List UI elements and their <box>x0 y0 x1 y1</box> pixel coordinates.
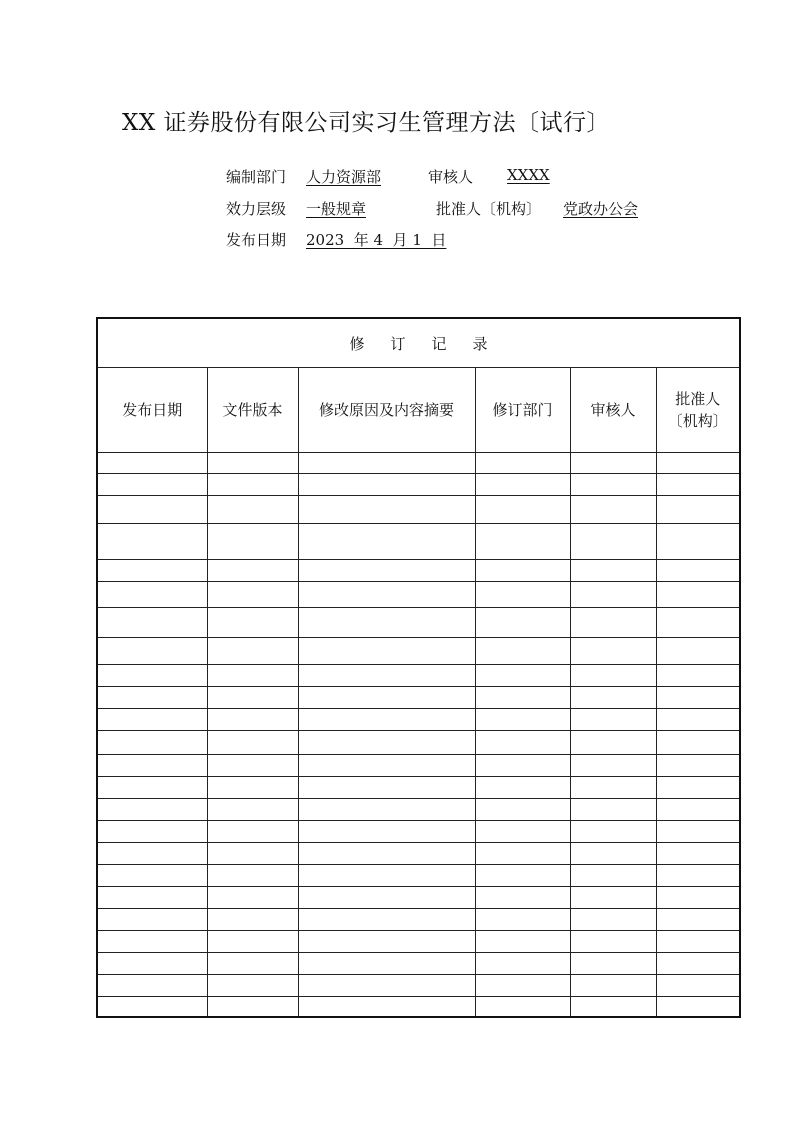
cell-change-summary <box>298 665 475 687</box>
cell-release-date <box>97 608 207 638</box>
table-row <box>97 665 740 687</box>
table-row <box>97 524 740 560</box>
cell-reviewer <box>570 665 656 687</box>
cell-change-summary <box>298 524 475 560</box>
cell-change-summary <box>298 731 475 755</box>
cell-reviewer <box>570 799 656 821</box>
cell-reviewer <box>570 777 656 799</box>
table-row <box>97 453 740 474</box>
cell-approver <box>656 799 740 821</box>
cell-reviewer <box>570 997 656 1017</box>
reviewer-text: XXXX <box>507 166 550 184</box>
cell-file-version <box>207 608 298 638</box>
cell-file-version <box>207 524 298 560</box>
cell-reviewer <box>570 608 656 638</box>
header-approver-line1: 批准人 <box>675 390 721 408</box>
header-change-summary: 修改原因及内容摘要 <box>298 368 475 453</box>
reviewer-label: 审核人 <box>428 168 474 186</box>
cell-file-version <box>207 887 298 909</box>
table-row <box>97 731 740 755</box>
table-row <box>97 608 740 638</box>
cell-change-summary <box>298 909 475 931</box>
header-file-version: 文件版本 <box>207 368 298 453</box>
release-date-text: 2023 年 4 月 1 日 <box>306 231 447 249</box>
cell-reviewer <box>570 496 656 524</box>
cell-file-version <box>207 582 298 608</box>
table-row <box>97 843 740 865</box>
level-label: 效力层级 <box>226 200 287 218</box>
cell-file-version <box>207 496 298 524</box>
release-date-label: 发布日期 <box>226 231 287 249</box>
cell-change-summary <box>298 865 475 887</box>
cell-release-date <box>97 474 207 496</box>
cell-file-version <box>207 909 298 931</box>
cell-approver <box>656 665 740 687</box>
cell-approver <box>656 821 740 843</box>
cell-approver <box>656 638 740 665</box>
cell-release-date <box>97 953 207 975</box>
cell-approver <box>656 755 740 777</box>
cell-reviewer <box>570 582 656 608</box>
cell-revising-dept <box>475 608 570 638</box>
cell-release-date <box>97 865 207 887</box>
table-row <box>97 887 740 909</box>
cell-change-summary <box>298 821 475 843</box>
cell-revising-dept <box>475 777 570 799</box>
cell-revising-dept <box>475 496 570 524</box>
cell-approver <box>656 687 740 709</box>
cell-release-date <box>97 777 207 799</box>
cell-release-date <box>97 755 207 777</box>
header-approver <box>656 368 740 453</box>
cell-revising-dept <box>475 665 570 687</box>
cell-change-summary <box>298 496 475 524</box>
prepared-dept-label: 编制部门 <box>226 168 287 186</box>
cell-release-date <box>97 560 207 582</box>
level-text: 一般规章 <box>306 200 367 218</box>
cell-file-version <box>207 731 298 755</box>
cell-change-summary <box>298 453 475 474</box>
cell-change-summary <box>298 608 475 638</box>
table-row <box>97 953 740 975</box>
cell-revising-dept <box>475 731 570 755</box>
cell-revising-dept <box>475 560 570 582</box>
table-row <box>97 687 740 709</box>
cell-approver <box>656 909 740 931</box>
cell-release-date <box>97 453 207 474</box>
cell-release-date <box>97 997 207 1017</box>
cell-change-summary <box>298 843 475 865</box>
cell-revising-dept <box>475 638 570 665</box>
cell-revising-dept <box>475 843 570 865</box>
cell-revising-dept <box>475 582 570 608</box>
cell-release-date <box>97 731 207 755</box>
cell-approver <box>656 474 740 496</box>
cell-change-summary <box>298 755 475 777</box>
cell-file-version <box>207 453 298 474</box>
cell-file-version <box>207 843 298 865</box>
cell-reviewer <box>570 843 656 865</box>
cell-release-date <box>97 582 207 608</box>
cell-revising-dept <box>475 865 570 887</box>
cell-file-version <box>207 975 298 997</box>
reviewer-value <box>507 166 550 184</box>
cell-approver <box>656 731 740 755</box>
cell-release-date <box>97 638 207 665</box>
cell-approver <box>656 777 740 799</box>
approver-label: 批准人〔机构〕 <box>436 200 542 218</box>
cell-release-date <box>97 665 207 687</box>
header-release-date: 发布日期 <box>97 368 207 453</box>
cell-change-summary <box>298 931 475 953</box>
cell-release-date <box>97 975 207 997</box>
cell-revising-dept <box>475 799 570 821</box>
cell-reviewer <box>570 687 656 709</box>
cell-approver <box>656 887 740 909</box>
cell-reviewer <box>570 821 656 843</box>
table-row <box>97 931 740 953</box>
level-value <box>306 198 366 219</box>
cell-file-version <box>207 687 298 709</box>
cell-approver <box>656 931 740 953</box>
cell-file-version <box>207 560 298 582</box>
table-row <box>97 496 740 524</box>
cell-file-version <box>207 953 298 975</box>
cell-change-summary <box>298 997 475 1017</box>
approver-value <box>563 198 638 219</box>
cell-change-summary <box>298 638 475 665</box>
table-row <box>97 799 740 821</box>
table-row <box>97 865 740 887</box>
cell-approver <box>656 953 740 975</box>
cell-revising-dept <box>475 975 570 997</box>
cell-reviewer <box>570 709 656 731</box>
prepared-dept-text: 人力资源部 <box>306 168 382 186</box>
cell-reviewer <box>570 909 656 931</box>
cell-revising-dept <box>475 524 570 560</box>
cell-revising-dept <box>475 931 570 953</box>
cell-reviewer <box>570 731 656 755</box>
table-row <box>97 997 740 1017</box>
cell-change-summary <box>298 799 475 821</box>
table-caption-row <box>97 318 740 368</box>
cell-release-date <box>97 931 207 953</box>
cell-reviewer <box>570 953 656 975</box>
cell-release-date <box>97 909 207 931</box>
cell-file-version <box>207 821 298 843</box>
cell-file-version <box>207 665 298 687</box>
cell-release-date <box>97 687 207 709</box>
cell-change-summary <box>298 560 475 582</box>
cell-reviewer <box>570 931 656 953</box>
approver-text: 党政办公会 <box>563 200 639 218</box>
cell-reviewer <box>570 474 656 496</box>
document-title: XX 证券股份有限公司实习生管理方法〔试行〕 <box>122 110 611 136</box>
cell-approver <box>656 453 740 474</box>
table-row <box>97 709 740 731</box>
table-row <box>97 909 740 931</box>
cell-revising-dept <box>475 821 570 843</box>
cell-revising-dept <box>475 474 570 496</box>
cell-approver <box>656 843 740 865</box>
cell-revising-dept <box>475 755 570 777</box>
cell-release-date <box>97 799 207 821</box>
cell-revising-dept <box>475 953 570 975</box>
table-row <box>97 474 740 496</box>
cell-change-summary <box>298 777 475 799</box>
cell-reviewer <box>570 755 656 777</box>
cell-release-date <box>97 524 207 560</box>
cell-approver <box>656 524 740 560</box>
cell-approver <box>656 865 740 887</box>
table-header-row <box>97 368 740 453</box>
cell-file-version <box>207 865 298 887</box>
cell-change-summary <box>298 582 475 608</box>
cell-change-summary <box>298 474 475 496</box>
cell-revising-dept <box>475 887 570 909</box>
cell-reviewer <box>570 524 656 560</box>
table-row <box>97 638 740 665</box>
revision-record-table <box>96 317 741 1018</box>
cell-file-version <box>207 755 298 777</box>
cell-file-version <box>207 638 298 665</box>
cell-file-version <box>207 777 298 799</box>
cell-release-date <box>97 496 207 524</box>
cell-approver <box>656 496 740 524</box>
cell-change-summary <box>298 887 475 909</box>
cell-approver <box>656 709 740 731</box>
prepared-dept-value <box>306 166 381 187</box>
table-row <box>97 582 740 608</box>
cell-revising-dept <box>475 453 570 474</box>
cell-reviewer <box>570 638 656 665</box>
cell-file-version <box>207 474 298 496</box>
cell-revising-dept <box>475 997 570 1017</box>
cell-revising-dept <box>475 709 570 731</box>
cell-release-date <box>97 709 207 731</box>
cell-reviewer <box>570 453 656 474</box>
cell-file-version <box>207 931 298 953</box>
table-row <box>97 755 740 777</box>
cell-release-date <box>97 843 207 865</box>
table-row <box>97 821 740 843</box>
cell-approver <box>656 608 740 638</box>
cell-file-version <box>207 997 298 1017</box>
cell-approver <box>656 582 740 608</box>
cell-reviewer <box>570 975 656 997</box>
cell-release-date <box>97 821 207 843</box>
cell-change-summary <box>298 975 475 997</box>
cell-reviewer <box>570 865 656 887</box>
cell-approver <box>656 975 740 997</box>
cell-file-version <box>207 799 298 821</box>
cell-approver <box>656 997 740 1017</box>
cell-change-summary <box>298 953 475 975</box>
cell-reviewer <box>570 560 656 582</box>
cell-revising-dept <box>475 687 570 709</box>
header-approver-line2: 〔机构〕 <box>667 412 728 430</box>
header-reviewer: 审核人 <box>570 368 656 453</box>
release-date-value <box>306 229 446 250</box>
table-row <box>97 560 740 582</box>
table-row <box>97 777 740 799</box>
header-revising-dept: 修订部门 <box>475 368 570 453</box>
cell-revising-dept <box>475 909 570 931</box>
table-caption: 修订记录 <box>97 318 740 368</box>
cell-file-version <box>207 709 298 731</box>
cell-change-summary <box>298 687 475 709</box>
cell-change-summary <box>298 709 475 731</box>
cell-reviewer <box>570 887 656 909</box>
table-row <box>97 975 740 997</box>
cell-release-date <box>97 887 207 909</box>
cell-approver <box>656 560 740 582</box>
